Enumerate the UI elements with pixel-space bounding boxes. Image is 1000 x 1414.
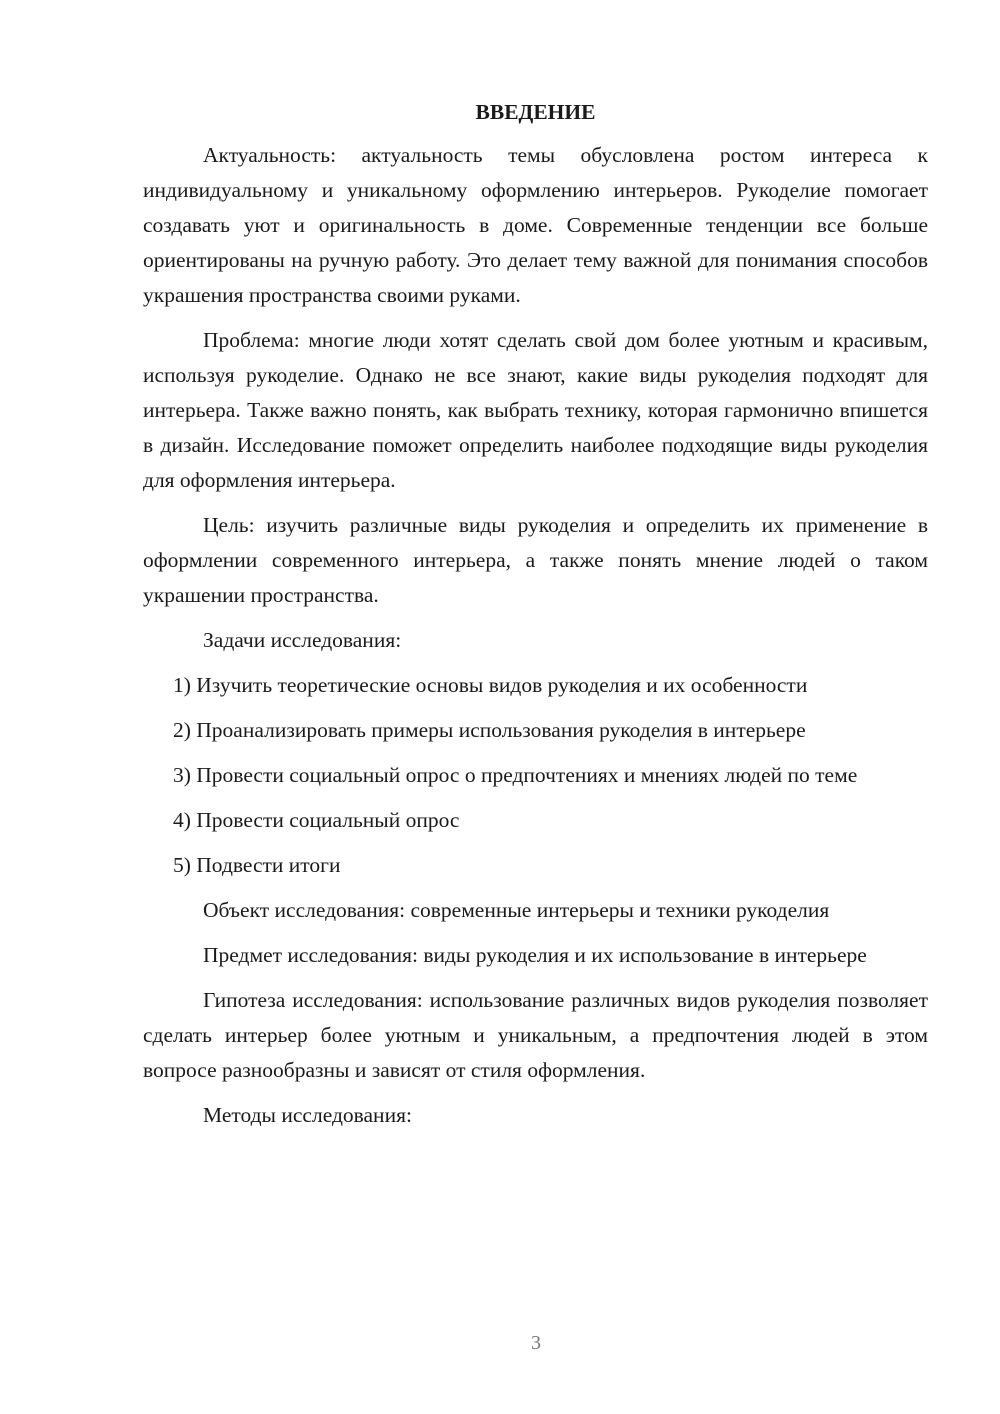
paragraph-methods: Методы исследования:	[203, 1103, 412, 1127]
paragraph-hypothesis: Гипотеза исследования: использование различных видов рукоделия позволяет сделать интерьер более уютным и уникальным, а предпочтения людей в этом вопросе разнообразны и зависят от стиля оформления.	[143, 988, 928, 1082]
task-item-1: 1) Изучить теоретические основы видов рукоделия и их особенности	[173, 673, 808, 697]
paragraph-problem: Проблема: многие люди хотят сделать свой дом более уютным и красивым, используя рукоделие. Однако не все знают, какие виды рукоделия подходят для интерьера. Также важно понять, как выбрать технику, которая гармонично впишется в дизайн. Исследование поможет определить наиболее подходящие виды рукоделия для оформления интерьера.	[143, 328, 928, 492]
paragraph-object: Объект исследования: современные интерьеры и техники рукоделия	[203, 898, 830, 922]
task-item-5: 5) Подвести итоги	[173, 853, 341, 877]
paragraph-goal: Цель: изучить различные виды рукоделия и определить их применение в оформлении современного интерьера, а также понять мнение людей о таком украшении пространства.	[143, 513, 928, 607]
task-item-2: 2) Проанализировать примеры использования рукоделия в интерьере	[173, 718, 806, 742]
page-title: ВВЕДЕНИЕ	[475, 100, 596, 124]
page-content	[143, 96, 928, 1143]
task-item-3: 3) Провести социальный опрос о предпочтениях и мнениях людей по теме	[173, 763, 858, 787]
task-item-4: 4) Провести социальный опрос	[173, 808, 460, 832]
paragraph-actuality: Актуальность: актуальность темы обусловлена ростом интереса к индивидуальному и уникальному оформлению интерьеров. Рукоделие помогает создавать уют и оригинальность в доме. Современные тенденции все больше ориентированы на ручную работу. Это делает тему важной для понимания способов украшения пространства своими руками.	[143, 143, 928, 307]
page-number: 3	[531, 1332, 541, 1354]
tasks-heading: Задачи исследования:	[203, 628, 402, 652]
paragraph-subject: Предмет исследования: виды рукоделия и их использование в интерьере	[203, 943, 867, 967]
